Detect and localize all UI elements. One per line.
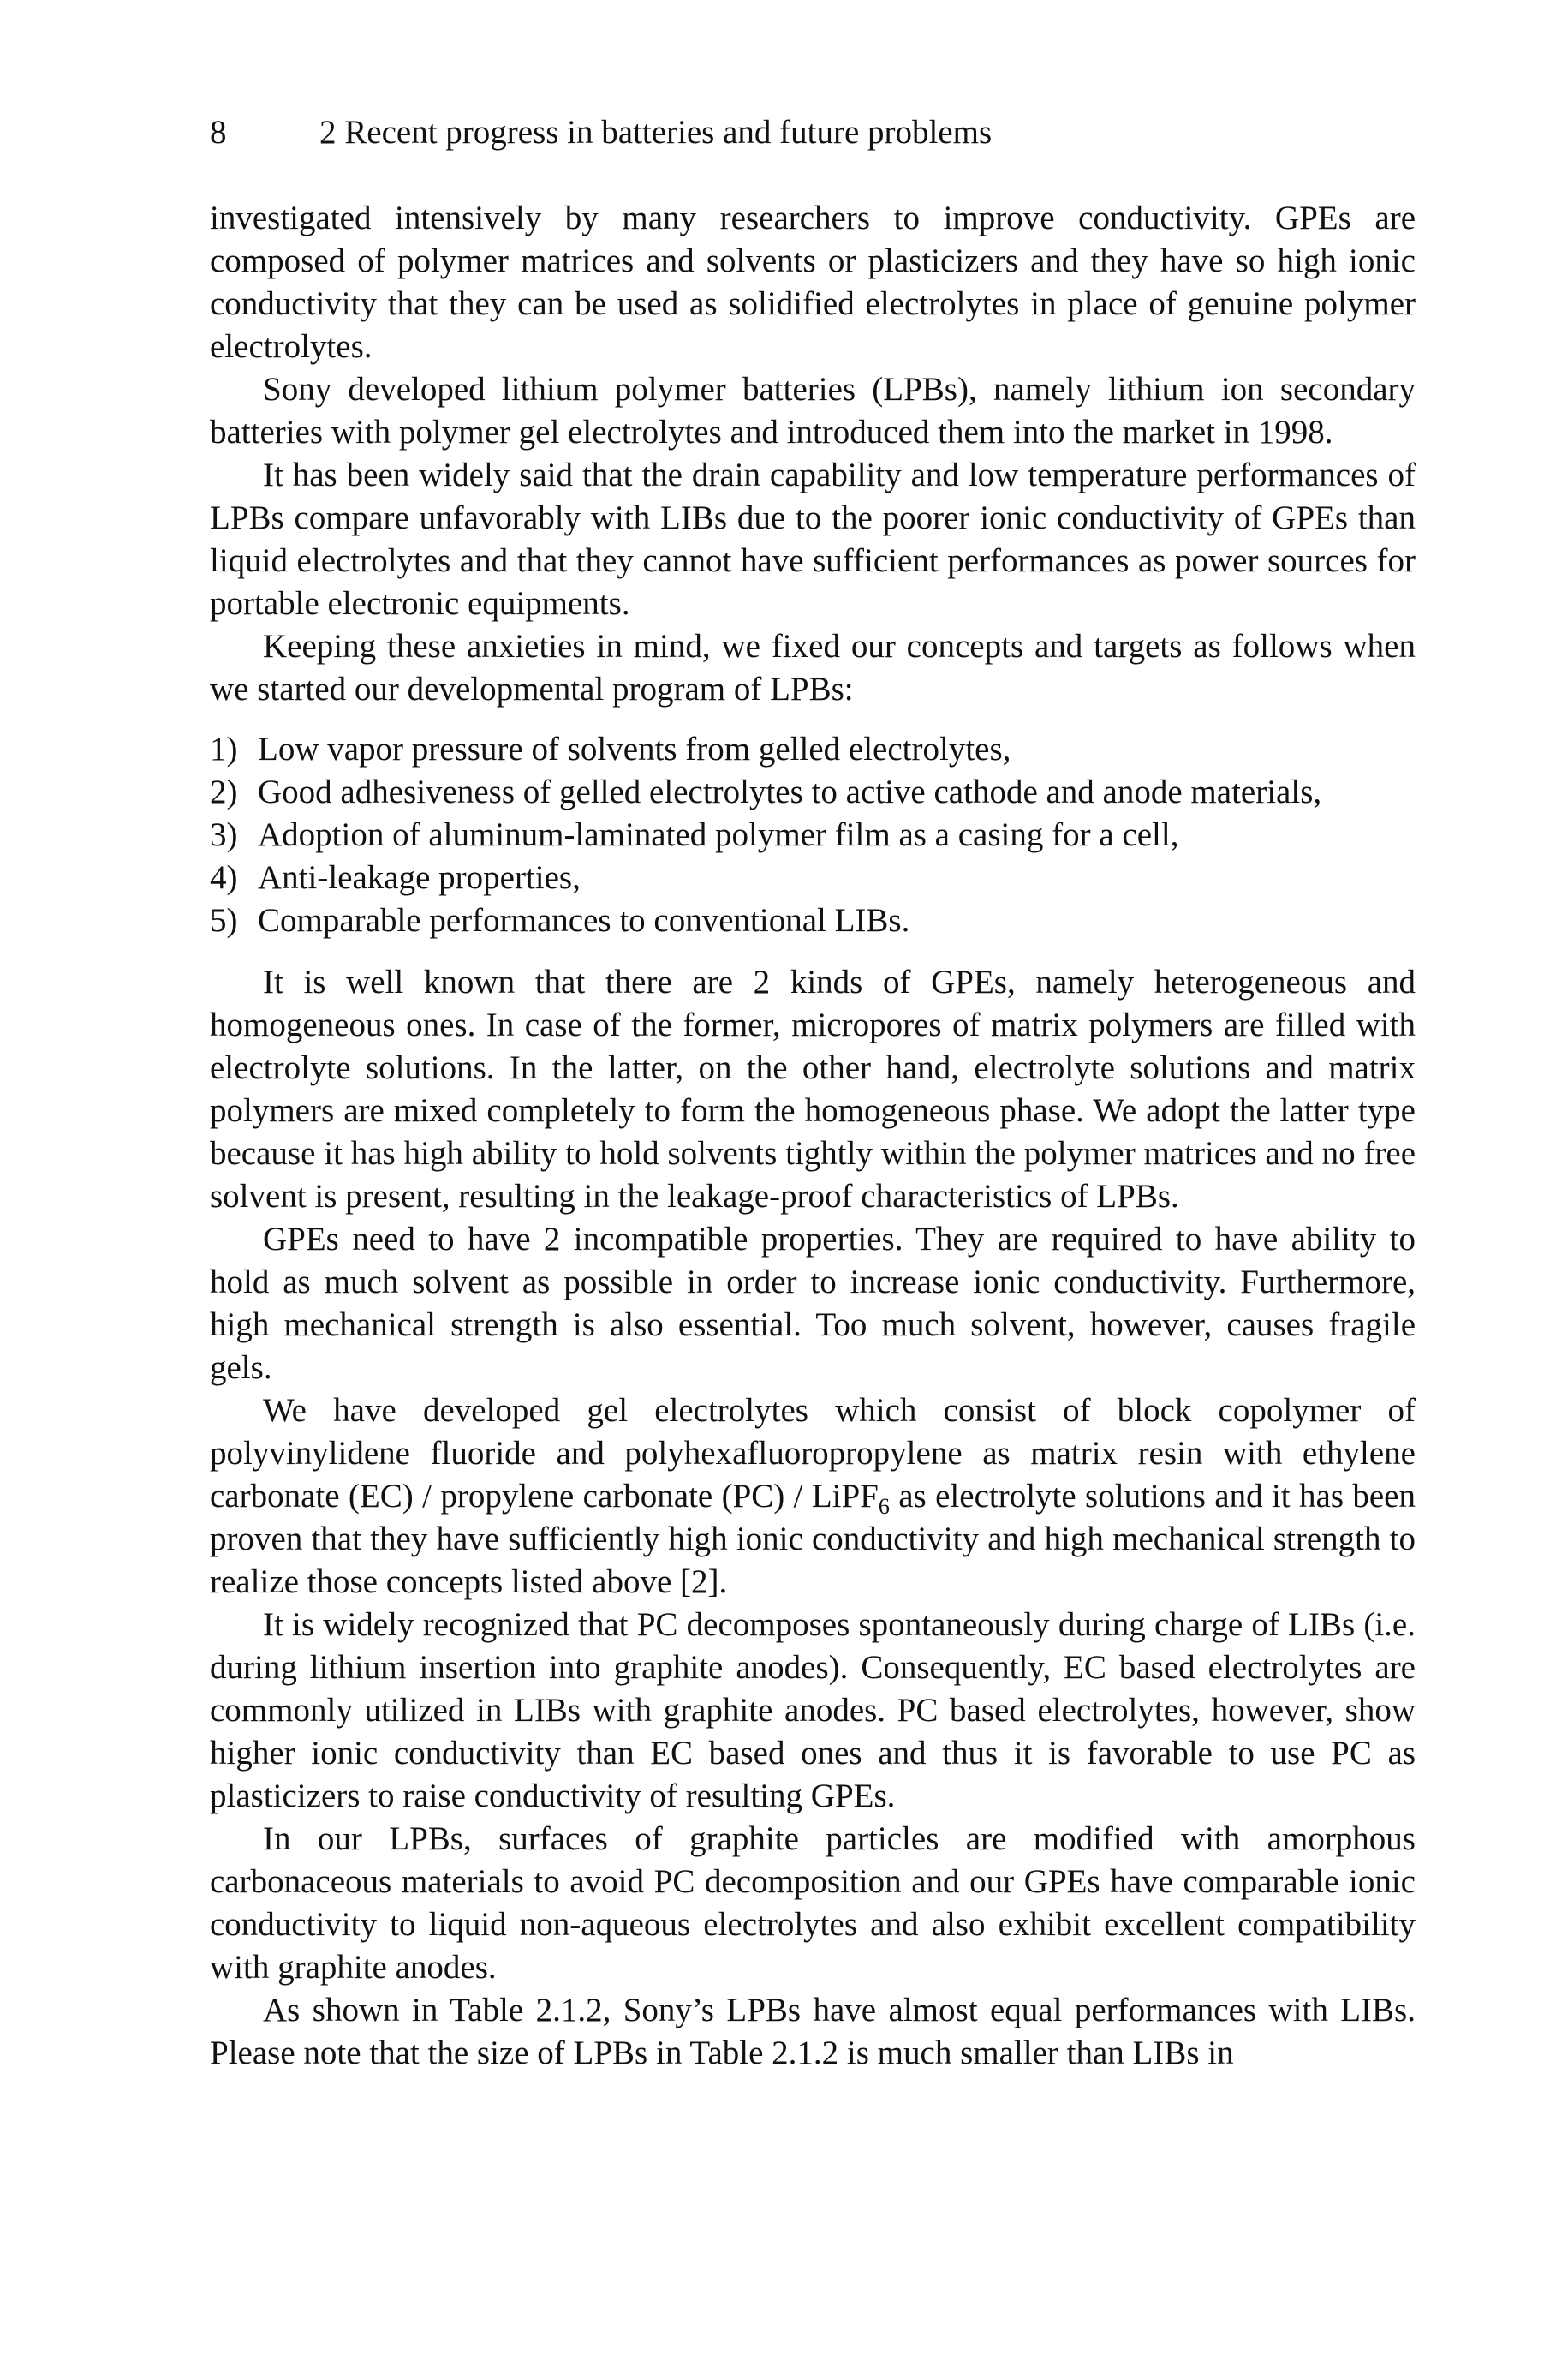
paragraph-10: As shown in Table 2.1.2, Sony’s LPBs have almost equal performances with LIBs. Please note that the size of LPBs in Table 2.1.2 is much smaller than LIBs in — [210, 1992, 1416, 2071]
list-item — [210, 771, 1416, 814]
subscript-6: 6 — [878, 1494, 890, 1519]
list-number: 4) — [210, 859, 238, 896]
list-item — [210, 899, 1416, 942]
list-number: 3) — [210, 816, 238, 853]
paragraph-3: It has been widely said that the drain capability and low temperature performances of LPBs compare unfavorably with LIBs due to the poorer ionic conductivity of GPEs than liquid electrolytes and that they cannot have sufficient performances as power sources for portable electronic equipments. — [210, 457, 1416, 622]
paragraph-7-part-1: We have developed gel electrolytes which consist of block copolymer of polyvinylidene fluoride and polyhexafluoropropylene as matrix resin with ethylene carbonate (EC) / propylene carbonate (PC) / LiPF — [210, 1392, 1416, 1515]
book-page — [210, 111, 1416, 2075]
paragraph-9: In our LPBs, surfaces of graphite particles are modified with amorphous carbonaceous materials to avoid PC decomposition and our GPEs have comparable ionic conductivity to liquid non-aqueous electrolytes and also exhibit excellent compatibility with graphite anodes. — [210, 1820, 1416, 1986]
list-number: 5) — [210, 902, 238, 939]
concept-list — [210, 728, 1416, 942]
paragraph-8: It is widely recognized that PC decomposes spontaneously during charge of LIBs (i.e. during lithium insertion into graphite anodes). Consequently, EC based electrolytes are commonly utilized in LIBs with graphite anodes. PC based electrolytes, however, show higher ionic conductivity than EC based ones and thus it is favorable to use PC as plasticizers to raise conductivity of resulting GPEs. — [210, 1606, 1416, 1814]
list-item — [210, 728, 1416, 771]
list-number: 2) — [210, 774, 238, 810]
list-text: Comparable performances to conventional LIBs. — [258, 902, 910, 939]
body-text — [210, 197, 1416, 2075]
list-text: Low vapor pressure of solvents from gelled electrolytes, — [258, 731, 1011, 768]
paragraph-4: Keeping these anxieties in mind, we fixed our concepts and targets as follows when we started our developmental program of LPBs: — [210, 628, 1416, 708]
running-head — [210, 111, 1416, 154]
paragraph-5: It is well known that there are 2 kinds of GPEs, namely heterogeneous and homogeneous ones. In case of the former, micropores of matrix polymers are filled with electrolyte solutions. In the latter, on the other hand, electrolyte solutions and matrix polymers are mixed completely to form the homogeneous phase. We adopt the latter type because it has high ability to hold solvents tightly within the polymer matrices and no free solvent is present, resulting in the leakage-proof characteristics of LPBs. — [210, 964, 1416, 1215]
page-number: 8 — [210, 114, 227, 151]
list-item — [210, 857, 1416, 899]
paragraph-2: Sony developed lithium polymer batteries (LPBs), namely lithium ion secondary batteries with polymer gel electrolytes and introduced them into the market in 1998. — [210, 371, 1416, 451]
paragraph-7-part-2: as electrolyte solutions and it has been proven that they have sufficiently high ionic conductivity and high mechanical strength to realize those concepts listed above [2]. — [210, 1478, 1416, 1600]
list-number: 1) — [210, 731, 238, 768]
list-text: Anti-leakage properties, — [258, 859, 581, 896]
list-text: Good adhesiveness of gelled electrolytes to active cathode and anode materials, — [258, 774, 1322, 810]
paragraph-7 — [210, 1389, 1416, 1604]
list-item — [210, 814, 1416, 857]
running-title: 2 Recent progress in batteries and future problems — [319, 114, 993, 151]
list-text: Adoption of aluminum-laminated polymer film as a casing for a cell, — [258, 816, 1179, 853]
paragraph-6: GPEs need to have 2 incompatible properties. They are required to have ability to hold as much solvent as possible in order to increase ionic conductivity. Furthermore, high mechanical strength is also essential. Too much solvent, however, causes fragile gels. — [210, 1221, 1416, 1386]
paragraph-1: investigated intensively by many researchers to improve conductivity. GPEs are composed of polymer matrices and solvents or plasticizers and they have so high ionic conductivity that they can be used as solidified electrolytes in place of genuine polymer electrolytes. — [210, 200, 1416, 365]
